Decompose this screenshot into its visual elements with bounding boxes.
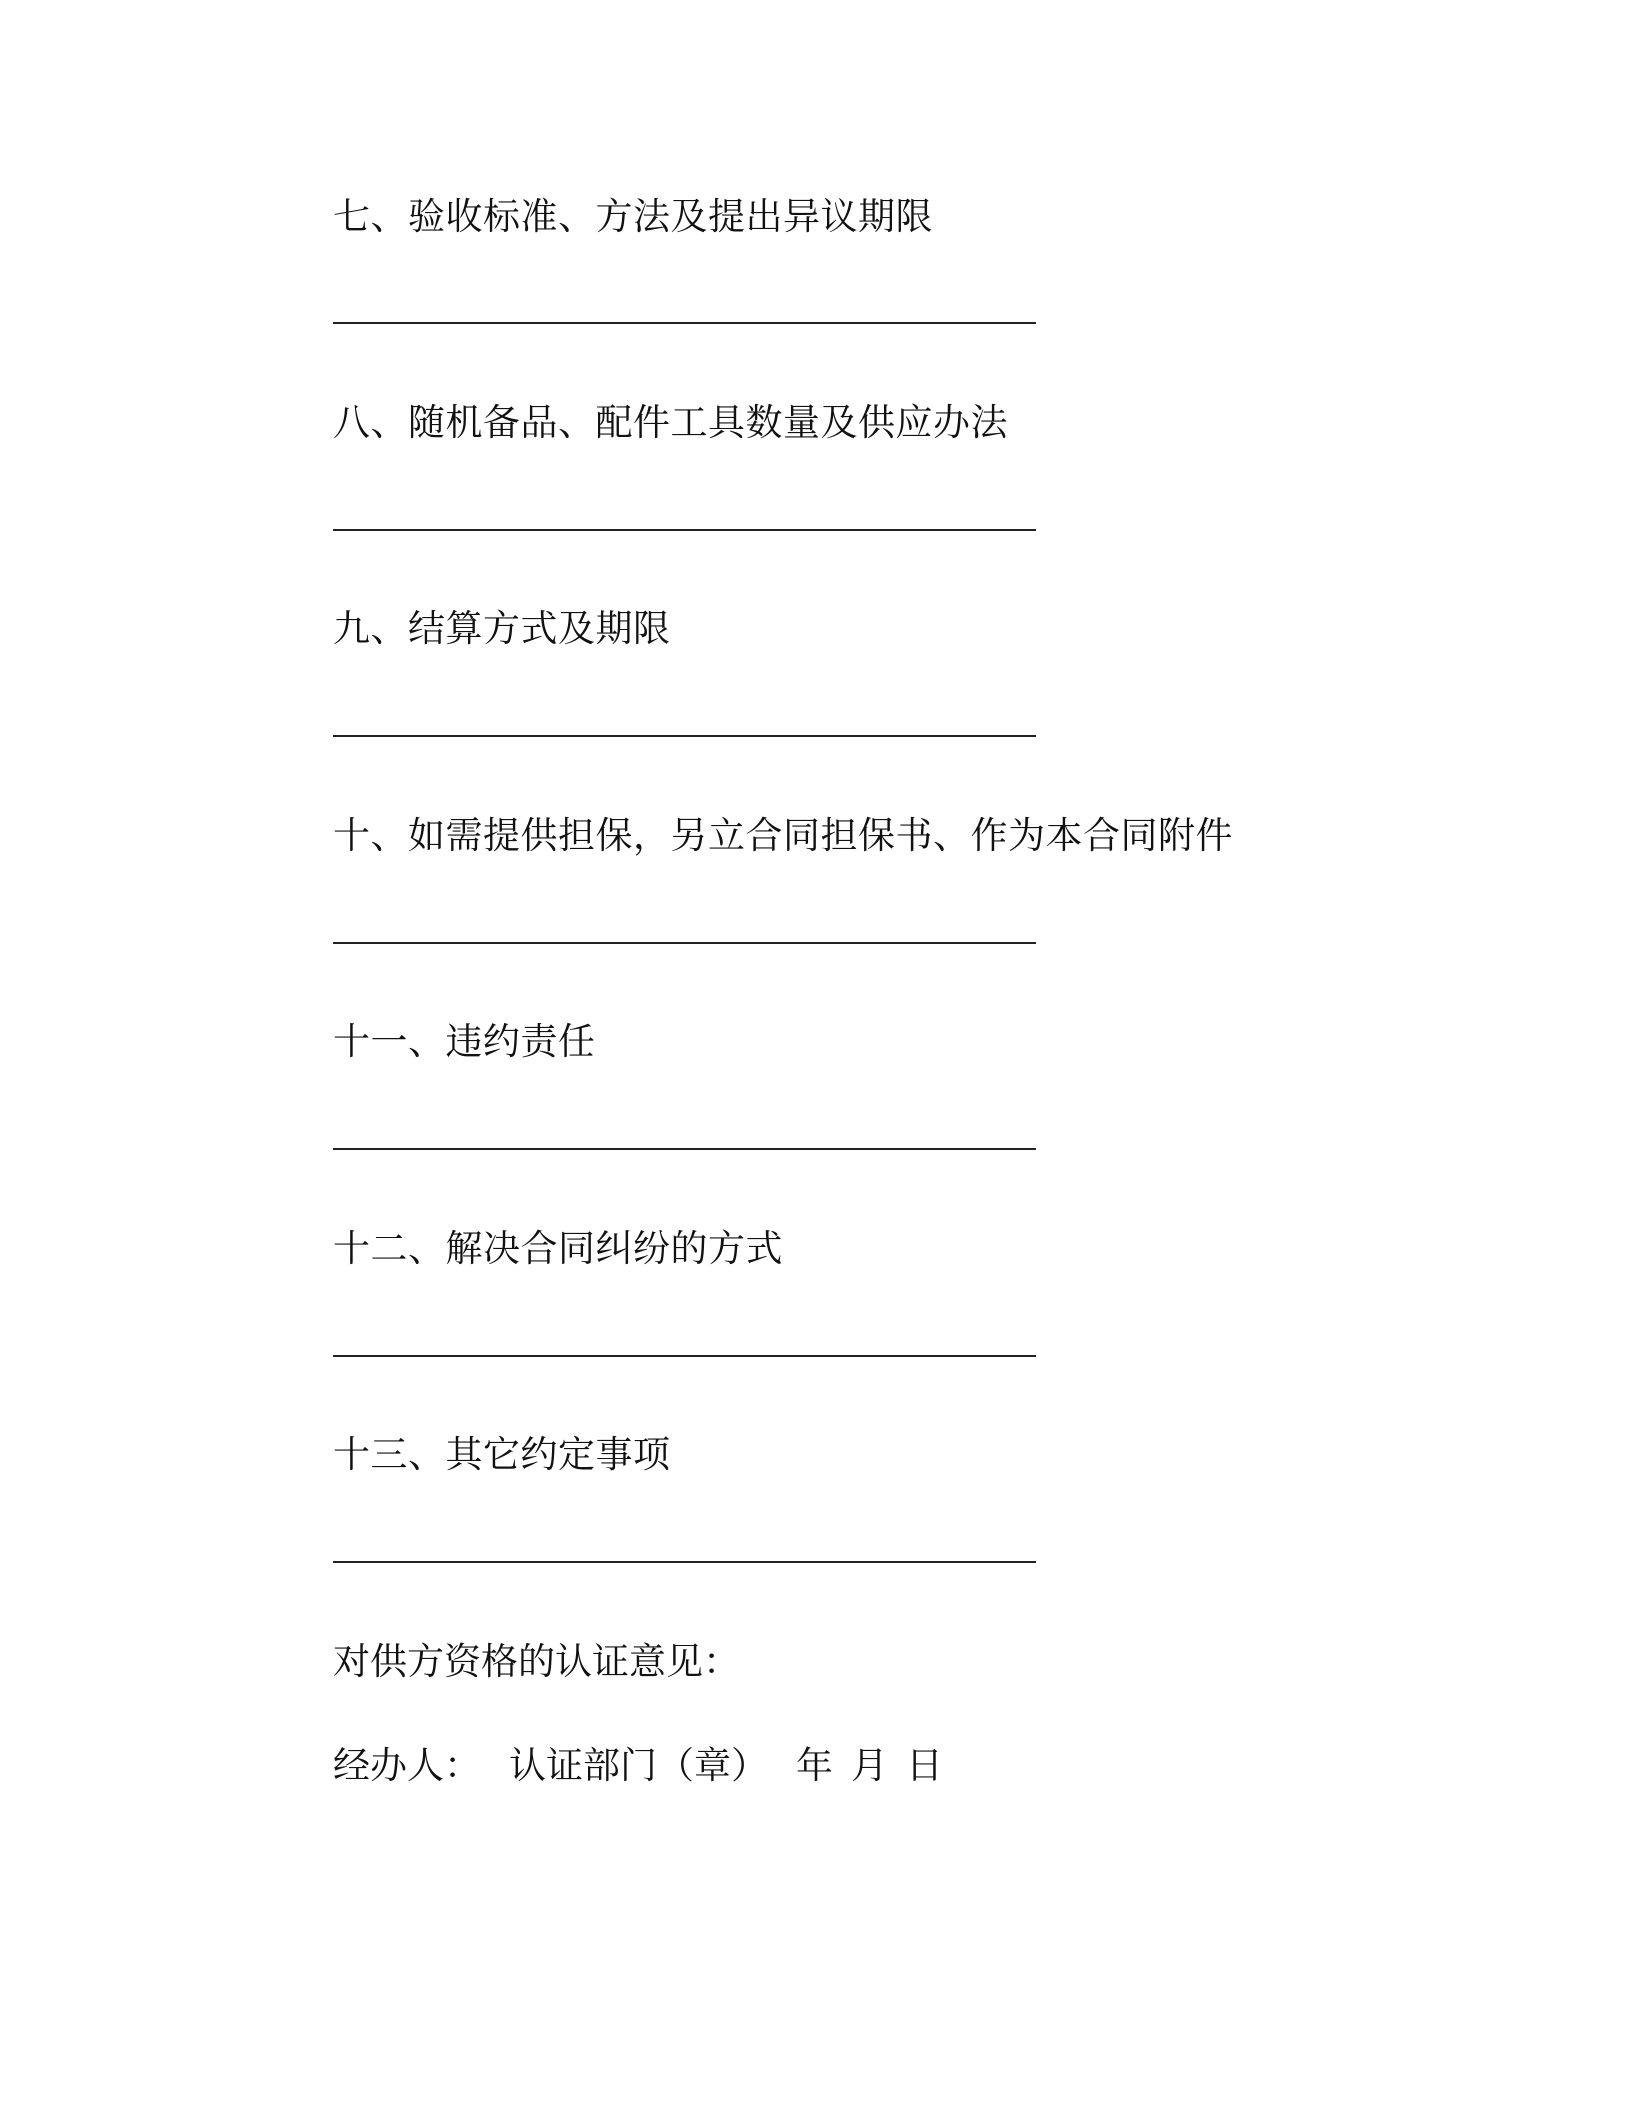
fill-in-line-10 — [333, 942, 1036, 944]
section-heading-10: 十、如需提供担保，另立合同担保书、作为本合同附件 — [333, 814, 1233, 857]
fill-in-line-8 — [333, 529, 1036, 531]
section-heading-13: 十三、其它约定事项 — [333, 1433, 671, 1476]
section-heading-12: 十二、解决合同纠纷的方式 — [333, 1227, 783, 1270]
department-stamp-label: 认证部门（章） — [509, 1744, 768, 1787]
section-heading-8: 八、随机备品、配件工具数量及供应办法 — [333, 401, 1008, 444]
year-label: 年 — [796, 1744, 833, 1787]
qualification-opinion-label: 对供方资格的认证意见： — [333, 1640, 740, 1683]
section-heading-9: 九、结算方式及期限 — [333, 607, 671, 650]
fill-in-line-9 — [333, 735, 1036, 737]
fill-in-line-7 — [333, 322, 1036, 324]
fill-in-line-12 — [333, 1355, 1036, 1357]
month-label: 月 — [851, 1744, 888, 1787]
section-heading-11: 十一、违约责任 — [333, 1020, 596, 1063]
section-heading-7: 七、验收标准、方法及提出异议期限 — [333, 195, 933, 238]
signature-row — [333, 1742, 943, 1790]
fill-in-line-11 — [333, 1148, 1036, 1150]
fill-in-line-13 — [333, 1561, 1036, 1563]
day-label: 日 — [906, 1744, 943, 1787]
handler-label: 经办人： — [333, 1744, 481, 1787]
